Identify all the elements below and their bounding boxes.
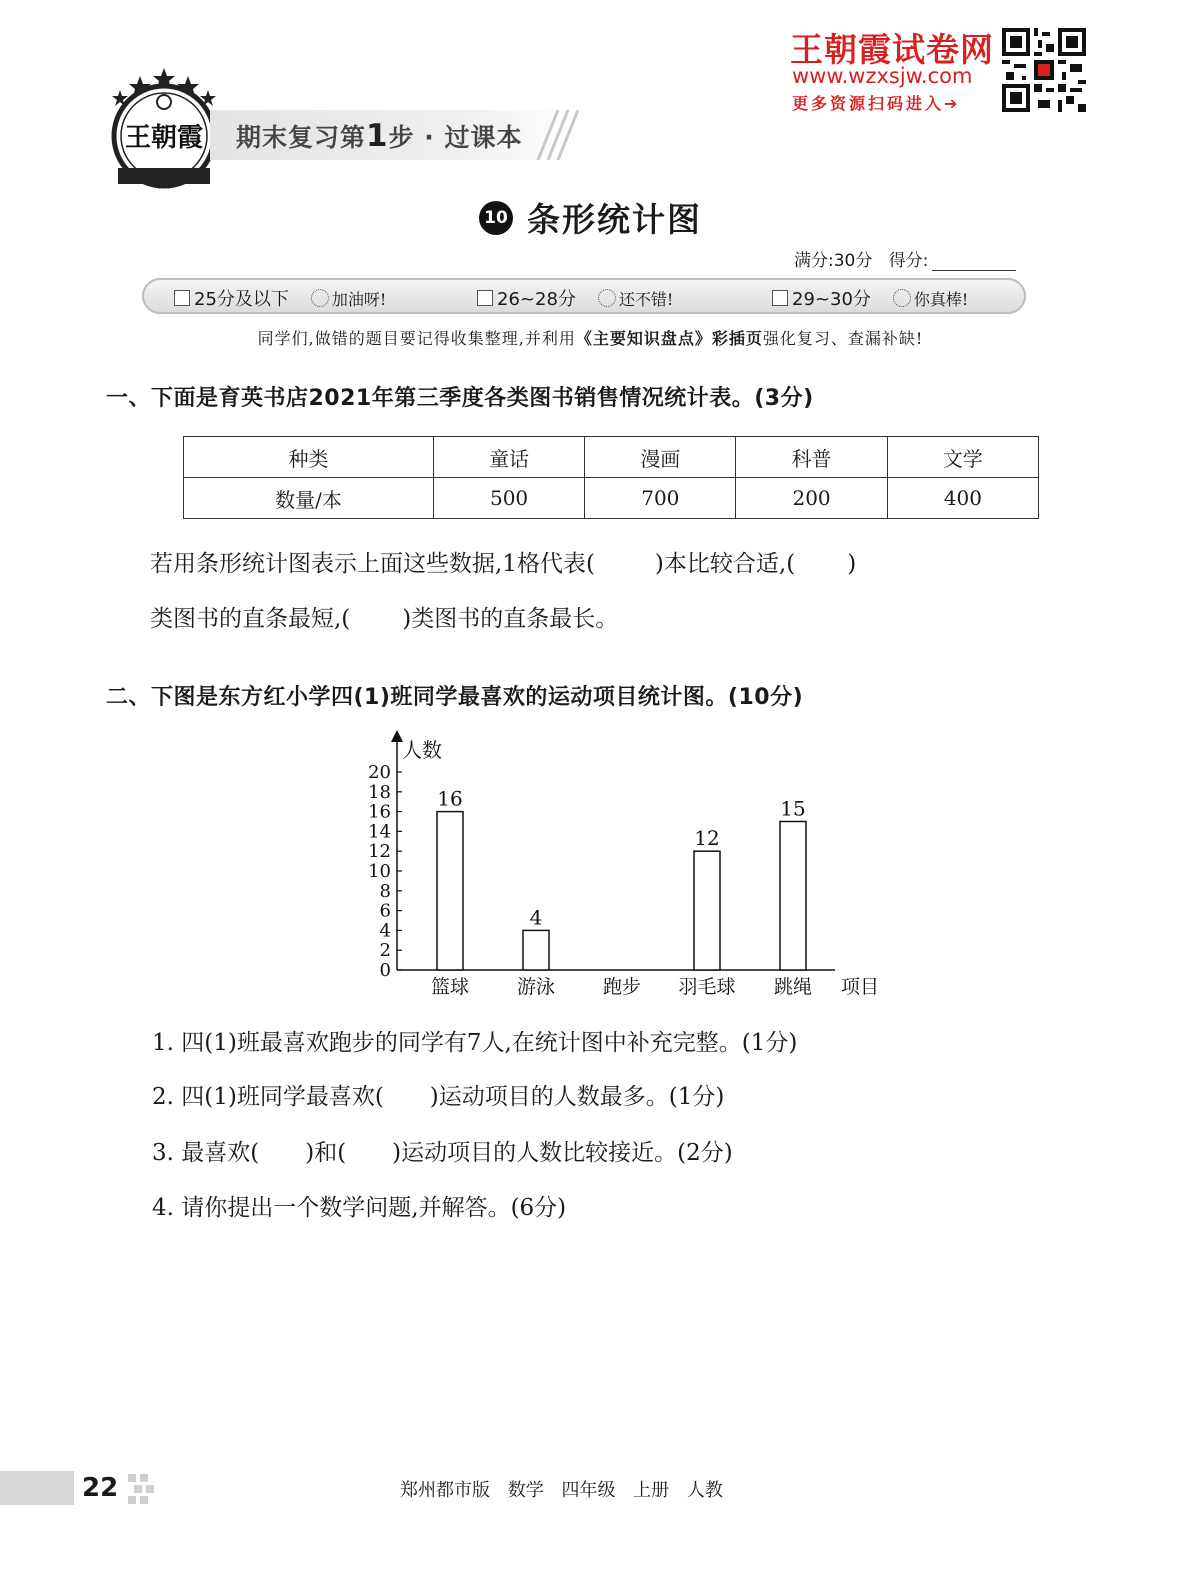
y-tick-label: 6 [379,900,391,922]
score-blank[interactable] [932,254,1016,271]
y-tick-label: 4 [379,920,391,942]
question-2-item-4: 4. 请你提出一个数学问题,并解答。(6分) [152,1195,567,1221]
question-2-heading: 二、下图是东方红小学四(1)班同学最喜欢的运动项目统计图。(10分) [106,685,804,710]
smiley-icon [598,289,616,307]
rating-option-mid: 26~28分 还不错! [477,285,673,311]
y-tick-label: 8 [379,880,391,902]
brand-logo [104,62,224,194]
y-tick-label: 14 [368,821,391,843]
table-header-cell: 科普 [736,437,887,478]
table-header-cell: 文学 [887,437,1038,478]
footer-decoration [128,1474,156,1504]
x-category-label: 羽毛球 [678,976,736,998]
table-header-cell: 漫画 [585,437,736,478]
svg-text:王朝霞: 王朝霞 [124,123,204,153]
bar-1 [523,930,549,970]
bar-value-label: 15 [780,796,806,821]
full-score-label: 满分:30分 [794,251,873,271]
page-title [0,194,1181,241]
table-row [184,437,1039,478]
smiley-icon [893,289,911,307]
x-axis-label: 项目 [840,976,880,998]
bar-value-label: 12 [694,826,720,851]
table-row [184,478,1039,519]
bar-value-label: 4 [529,905,543,930]
rating-option-low: 25分及以下 加油呀! [174,285,386,311]
checkbox-icon[interactable] [477,290,493,306]
x-category-label: 跑步 [602,976,642,998]
table-cell: 700 [585,478,736,519]
y-tick-label: 0 [379,960,391,981]
table-cell: 500 [433,478,584,519]
rating-option-high: 29~30分 你真棒! [772,285,968,311]
footer-edition-info: 郑州都市版 数学 四年级 上册 人教 [400,1480,723,1501]
score-line [794,246,1016,271]
question-2-item-1: 1. 四(1)班最喜欢跑步的同学有7人,在统计图中补充完整。(1分) [152,1030,798,1056]
bar-value-label: 16 [437,786,463,811]
page-number: 22 [82,1473,119,1503]
table-cell: 200 [736,478,887,519]
checkbox-icon[interactable] [174,290,190,306]
question-1-line-2: 类图书的直条最短,( )类图书的直条最长。 [150,606,619,632]
table-cell: 数量/本 [184,478,434,519]
question-1-line-1: 若用条形统计图表示上面这些数据,1格代表( )本比较合适,( ) [150,551,857,577]
question-2-item-3: 3. 最喜欢( )和( )运动项目的人数比较接近。(2分) [152,1140,733,1166]
site-url[interactable]: www.wzxsjw.com [792,64,973,88]
bar-0 [437,812,463,970]
y-tick-label: 12 [368,841,391,863]
y-tick-label: 20 [368,762,391,783]
table-header-cell: 童话 [433,437,584,478]
x-category-label: 游泳 [516,976,556,998]
study-notice: 同学们,做错的题目要记得收集整理,并利用《主要知识盘点》彩插页强化复习、查漏补缺! [257,329,924,348]
y-tick-label: 16 [368,801,391,823]
site-name: 王朝霞试卷网 [790,30,994,69]
qr-code-icon[interactable] [1002,28,1086,112]
table-cell: 400 [887,478,1038,519]
section-title: 条形统计图 [527,200,702,239]
banner-title: 期末复习第1步 · 过课本 [236,118,523,154]
site-scan-hint: 更多资源扫码进入➔ [792,94,961,113]
sales-table [183,436,1039,519]
question-2-item-2: 2. 四(1)班同学最喜欢( )运动项目的人数最多。(1分) [152,1084,725,1110]
bar-3 [694,851,720,970]
bar-4 [780,822,806,971]
section-number-badge: 10 [479,201,513,235]
table-header-cell: 种类 [184,437,434,478]
smiley-icon [311,289,329,307]
sports-bar-chart [340,730,900,1010]
y-tick-label: 2 [379,940,391,962]
got-score-label: 得分: [888,251,929,271]
x-category-label: 篮球 [430,976,470,998]
banner-stripes [520,110,580,160]
y-tick-label: 10 [368,861,391,882]
y-axis-label: 人数 [402,738,442,762]
y-tick-label: 18 [368,781,391,803]
question-1-heading: 一、下面是育英书店2021年第三季度各类图书销售情况统计表。(3分) [106,386,814,411]
x-category-label: 跳绳 [773,976,813,998]
footer-band [0,1471,74,1505]
checkbox-icon[interactable] [772,290,788,306]
